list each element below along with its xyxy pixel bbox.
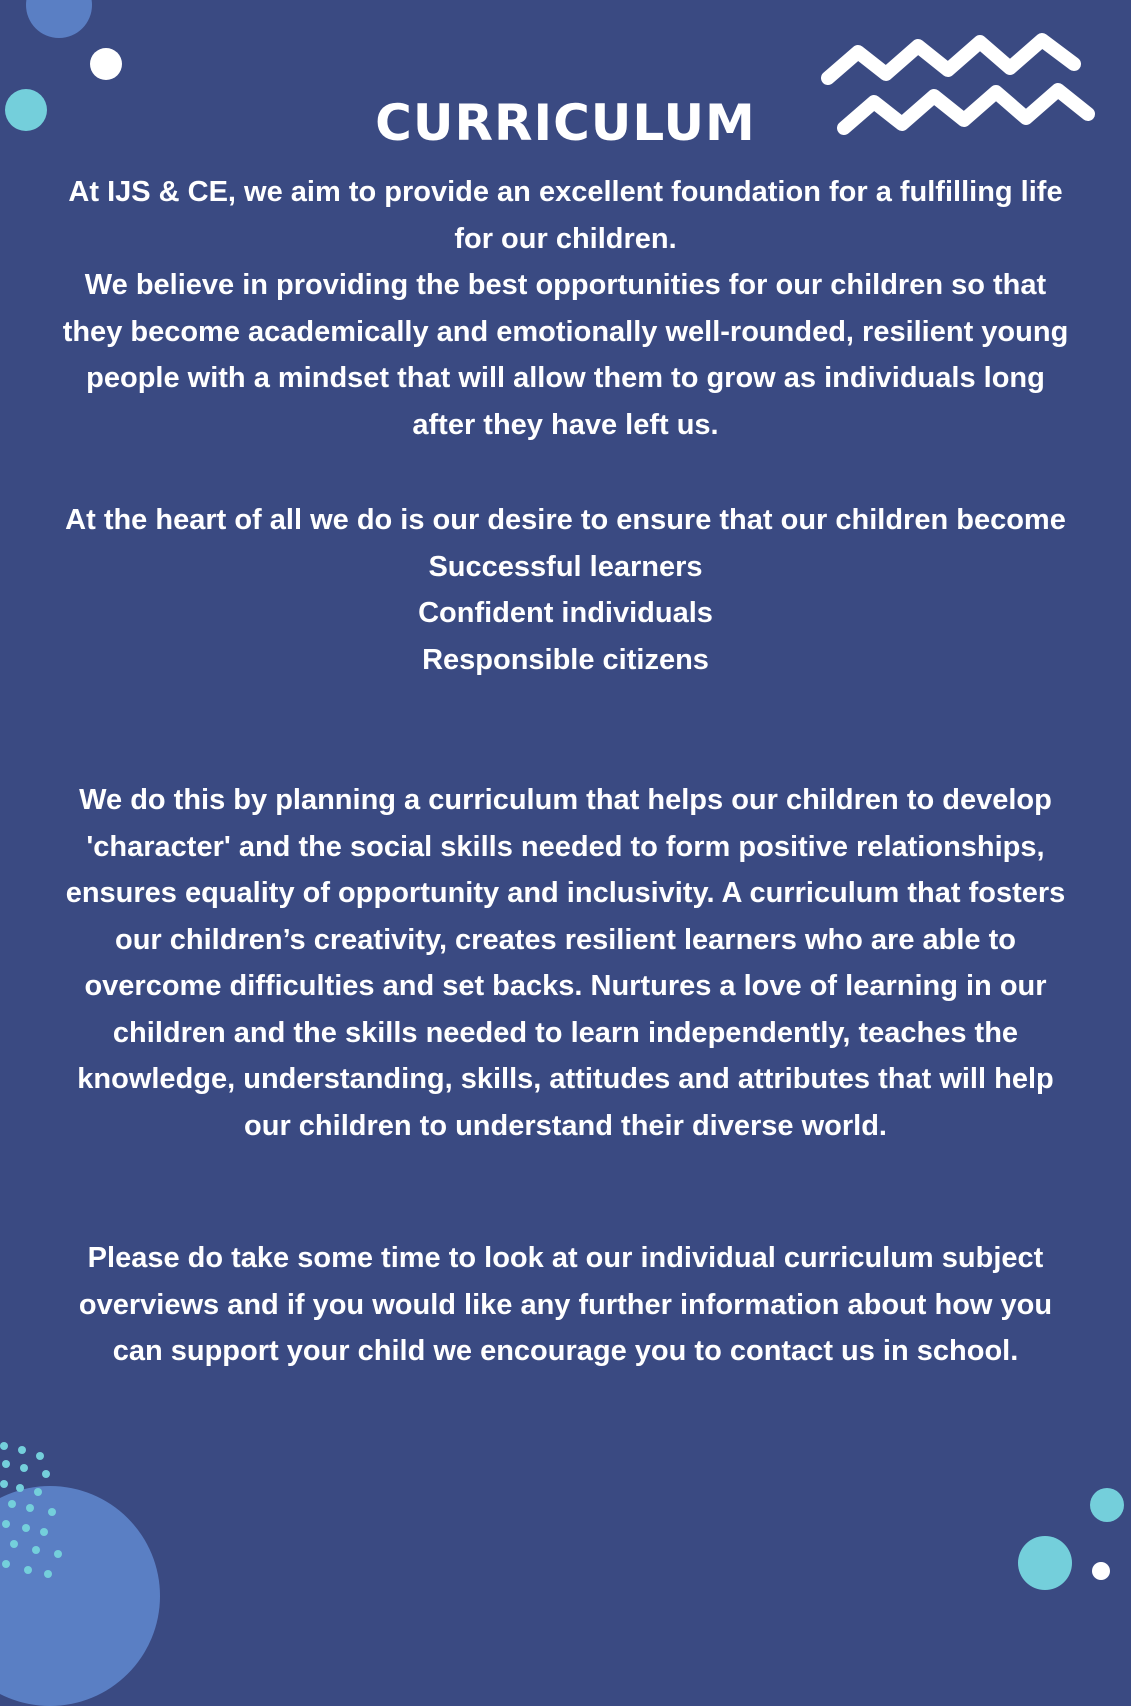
- aim-item: Successful learners: [428, 550, 703, 583]
- heart-paragraph: [55, 497, 1076, 683]
- white-dot-decoration: [90, 48, 122, 80]
- aim-item: Confident individuals: [418, 597, 713, 629]
- curriculum-text: We do this by planning a curriculum that helps our children to develop 'character' and the social skills needed to form positive relationships, ensures equality of opportunity and inclusivity. A curriculum that fosters our children’s creativity, creates resilient learners who are able to overcome difficulties and set backs. Nurtures a love of learning in our children and the skills needed to learn independently, teaches the knowledge, understanding, skills, attitudes and attributes that will help our children to understand their diverse world.: [65, 784, 1066, 1142]
- intro-paragraph: [55, 169, 1076, 448]
- heart-line: At the heart of all we do is our desire to ensure that our children become: [65, 504, 1066, 536]
- contact-text: Please do take some time to look at our individual curriculum subject overviews and if you would like any further information about how you can support your child we encourage you to contact us in school.: [78, 1242, 1053, 1367]
- page-title: CURRICULUM: [375, 94, 756, 152]
- contact-paragraph: [55, 1235, 1076, 1375]
- aim-item: Responsible citizens: [422, 643, 709, 676]
- dot-pattern-icon: [0, 1440, 80, 1600]
- teal-circle-bottom-right-large-decoration: [1018, 1536, 1072, 1590]
- white-dot-bottom-right-decoration: [1092, 1562, 1110, 1580]
- blue-circle-top-left-decoration: [26, 0, 92, 38]
- intro-line: At IJS & CE, we aim to provide an excellent foundation for a fulfilling life for our children.: [68, 176, 1063, 255]
- teal-circle-bottom-right-small-decoration: [1090, 1488, 1124, 1522]
- intro-line: We believe in providing the best opportunities for our children so that they become academically and emotionally well-rounded, resilient young people with a mindset that will allow them to grow as individuals long after they have left us.: [62, 269, 1069, 441]
- curriculum-paragraph: [55, 777, 1076, 1149]
